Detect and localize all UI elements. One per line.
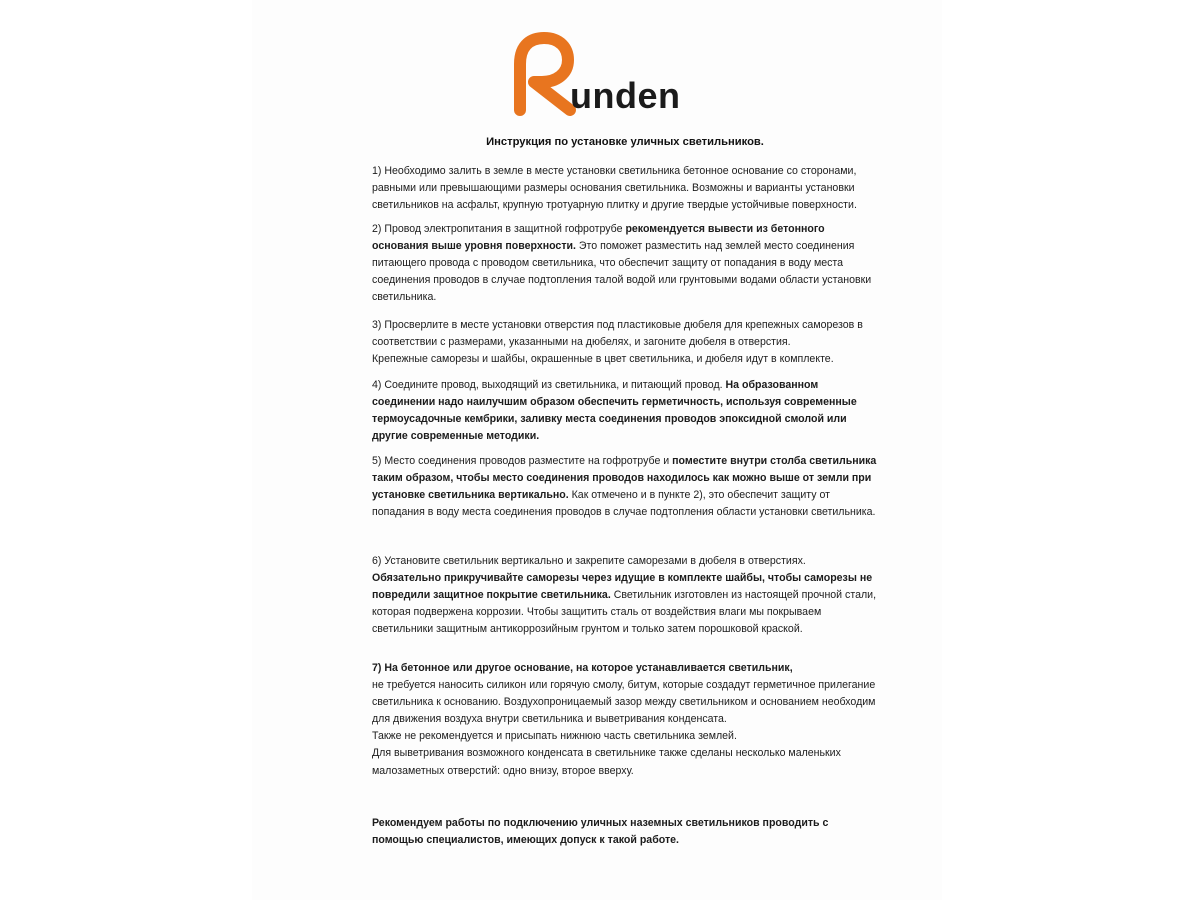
p2-bold: рекомендуется вывести из бетонного основания выше уровня поверхности. <box>372 223 825 253</box>
p1-text: 1) Необходимо залить в земле в месте установки светильника бетонное основание со сторонами, равными или превышающими размеры основания светильника. Возможны и варианты установки светильников на асфальт, крупную тротуарную плитку и другие твердые устойчивые поверхности. <box>372 165 857 212</box>
p3-line-1: 3) Просверлите в месте установки отверстия под пластиковые дюбеля для крепежных саморезов в соответствии с размерами, указанными на дюбелях, и загоните дюбеля в отверстия. <box>372 319 863 349</box>
p5-bold: поместите внутри столба светильника таким образом, чтобы место соединения проводов находилось как можно выше от земли при установке светильника вертикально. <box>372 455 877 502</box>
p2-text-1: 2) Провод электропитания в защитной гофротрубе <box>372 223 626 235</box>
p8-bold: Рекомендуем работы по подключению уличных наземных светильников проводить с помощью специалистов, имеющих допуск к такой работе. <box>372 817 829 847</box>
p6-text-1: 6) Установите светильник вертикально и закрепите саморезами в дюбеля в отверстиях. <box>372 555 806 567</box>
document-title: Инструкция по установке уличных светильников. <box>486 136 764 148</box>
p7-line-4: Для выветривания возможного конденсата в светильнике также сделаны несколько маленьких малозаметных отверстий: одно внизу, второе вверху. <box>372 747 841 777</box>
paragraph-1 <box>372 163 880 214</box>
p5-text-1: 5) Место соединения проводов разместите на гофротрубе и <box>372 455 673 467</box>
runden-logo <box>512 30 712 120</box>
p4-text: 4) Соедините провод, выходящий из светильника, и питающий провод. <box>372 379 726 391</box>
p4-bold: На образованном соединении надо наилучшим образом обеспечить герметичность, используя современные термоусадочные кембрики, заливку места соединения проводов эпоксидной смолой или другие современные методики. <box>372 379 857 443</box>
p7-line-3: Также не рекомендуется и присыпать нижнюю часть светильника землей. <box>372 730 737 743</box>
p5-text-2: Как отмечено и в пункте 2), это обеспечит защиту от попадания в воду места соединения проводов в случае подтопления области установки светильника. <box>372 489 876 519</box>
paragraph-6 <box>372 553 880 638</box>
paragraph-2 <box>372 221 880 306</box>
logo-text: unden <box>570 75 681 116</box>
p7-line-1: 7) На бетонное или другое основание, на которое устанавливается светильник, <box>372 662 793 674</box>
paragraph-3 <box>372 317 880 368</box>
p6-text-2: Светильник изготовлен из настоящей прочной стали, которая подвержена коррозии. Чтобы защитить сталь от воздействия влаги мы покрываем светильники защитным антикоррозийным грунтом и только затем порошковой краской. <box>372 589 877 636</box>
p6-bold: Обязательно прикручивайте саморезы через идущие в комплекте шайбы, чтобы саморезы не повредили защитное покрытие светильника. <box>372 572 873 602</box>
paragraph-7 <box>372 660 880 780</box>
paragraph-4 <box>372 377 880 445</box>
paragraph-8 <box>372 815 880 849</box>
p2-text-2: Это поможет разместить над землей место соединения питающего провода с проводом светильника, что обеспечит защиту от попадания в воду места соединения проводов в случае подтопления талой водой или грунтовыми водами области установки светильника. <box>372 240 872 304</box>
p7-line-2: не требуется наносить силикон или горячую смолу, битум, которые создадут герметичное прилегание светильника к основанию. Воздухопроницаемый зазор между светильником и основанием необходим для движения воздуха внутри светильника и выветривания конденсата. <box>372 679 876 726</box>
p3-line-2: Крепежные саморезы и шайбы, окрашенные в цвет светильника, и дюбеля идут в комплекте. <box>372 353 834 366</box>
paragraph-5 <box>372 453 880 521</box>
